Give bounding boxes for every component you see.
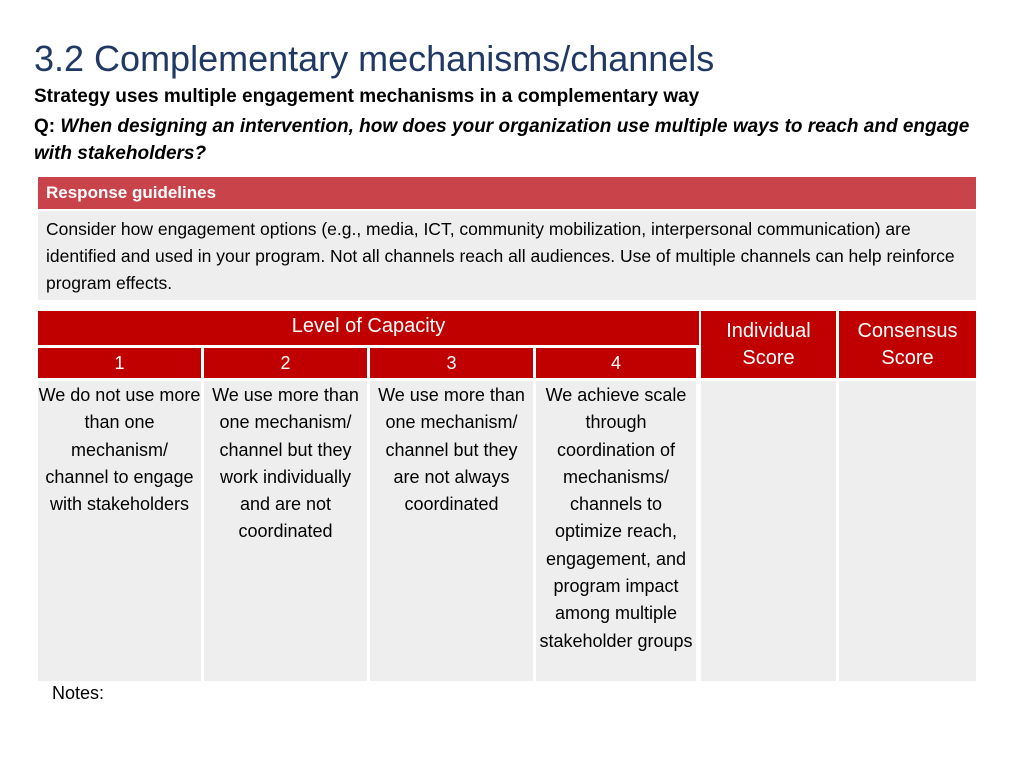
level-4-description: We achieve scale through coordination of mechanisms/ channels to optimize reach, engagement, and program impact among multiple stakeholder groups (536, 381, 696, 681)
individual-score-cell[interactable] (701, 381, 836, 681)
level-2-number: 2 (204, 348, 367, 378)
level-1-description: We do not use more than one mechanism/ channel to engage with stakeholders (38, 381, 201, 681)
individual-score-header: Individual Score (701, 311, 836, 378)
consensus-score-header: Consensus Score (839, 311, 976, 378)
notes-label: Notes: (52, 683, 105, 703)
level-3-number: 3 (370, 348, 533, 378)
level-of-capacity-header: Level of Capacity (38, 311, 699, 345)
consensus-score-cell[interactable] (839, 381, 976, 681)
question-text: When designing an intervention, how does your organization use multiple ways to reach and engage with stakeholders? (34, 116, 970, 164)
response-guidelines-body: Consider how engagement options (e.g., media, ICT, community mobilization, interpersonal communication) are identified and used in your program. Not all channels reach all audiences. Use of multiple channels can help reinforce program effects. (38, 211, 976, 300)
slide-title: 3.2 Complementary mechanisms/channels (34, 38, 715, 79)
level-4-number: 4 (536, 348, 696, 378)
level-3-description: We use more than one mechanism/ channel but they are not always coordinated (370, 381, 533, 681)
slide-subtitle: Strategy uses multiple engagement mechanisms in a complementary way (34, 86, 700, 107)
question-prefix: Q: (34, 116, 56, 137)
level-1-number: 1 (38, 348, 201, 378)
question (34, 113, 984, 167)
level-2-description: We use more than one mechanism/ channel but they work individually and are not coordinated (204, 381, 367, 681)
response-guidelines-header: Response guidelines (38, 177, 976, 209)
